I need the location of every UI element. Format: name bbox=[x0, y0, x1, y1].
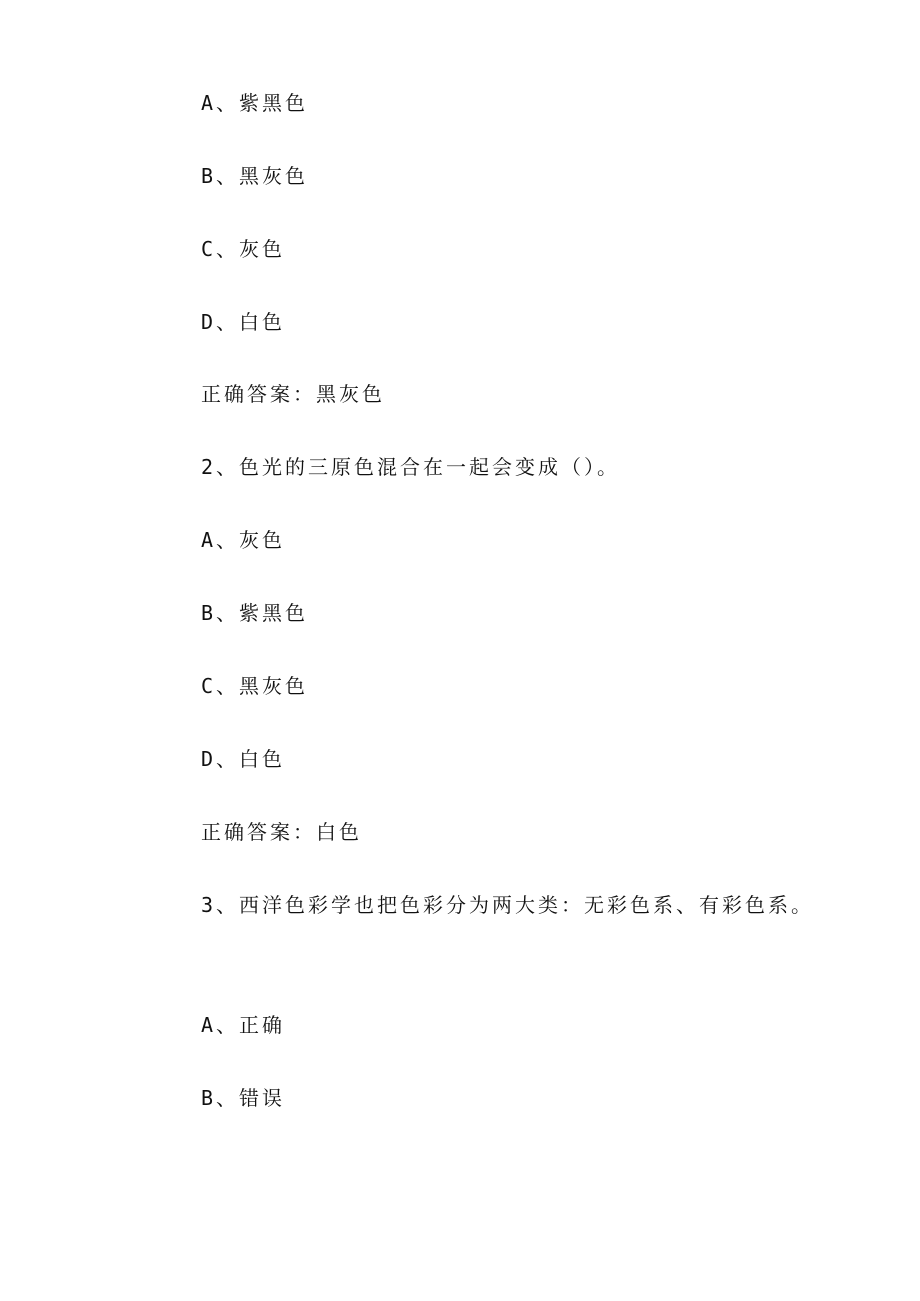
q3-question: 3、西洋色彩学也把色彩分为两大类：无彩色系、有彩色系。 bbox=[201, 893, 815, 917]
q2-option-a: A、灰色 bbox=[201, 528, 286, 552]
q1-option-d: D、白色 bbox=[201, 310, 286, 334]
q1-option-a: A、紫黑色 bbox=[201, 91, 309, 115]
q1-option-b: B、黑灰色 bbox=[201, 164, 309, 188]
q2-option-b: B、紫黑色 bbox=[201, 601, 309, 625]
q1-option-c: C、灰色 bbox=[201, 237, 286, 261]
q2-question: 2、色光的三原色混合在一起会变成（）。 bbox=[201, 455, 621, 479]
q3-option-b: B、错误 bbox=[201, 1086, 286, 1110]
q2-option-d: D、白色 bbox=[201, 747, 286, 771]
q3-option-a: A、正确 bbox=[201, 1013, 286, 1037]
q2-answer: 正确答案：白色 bbox=[201, 820, 362, 844]
q1-answer: 正确答案：黑灰色 bbox=[201, 382, 385, 406]
q2-option-c: C、黑灰色 bbox=[201, 674, 309, 698]
